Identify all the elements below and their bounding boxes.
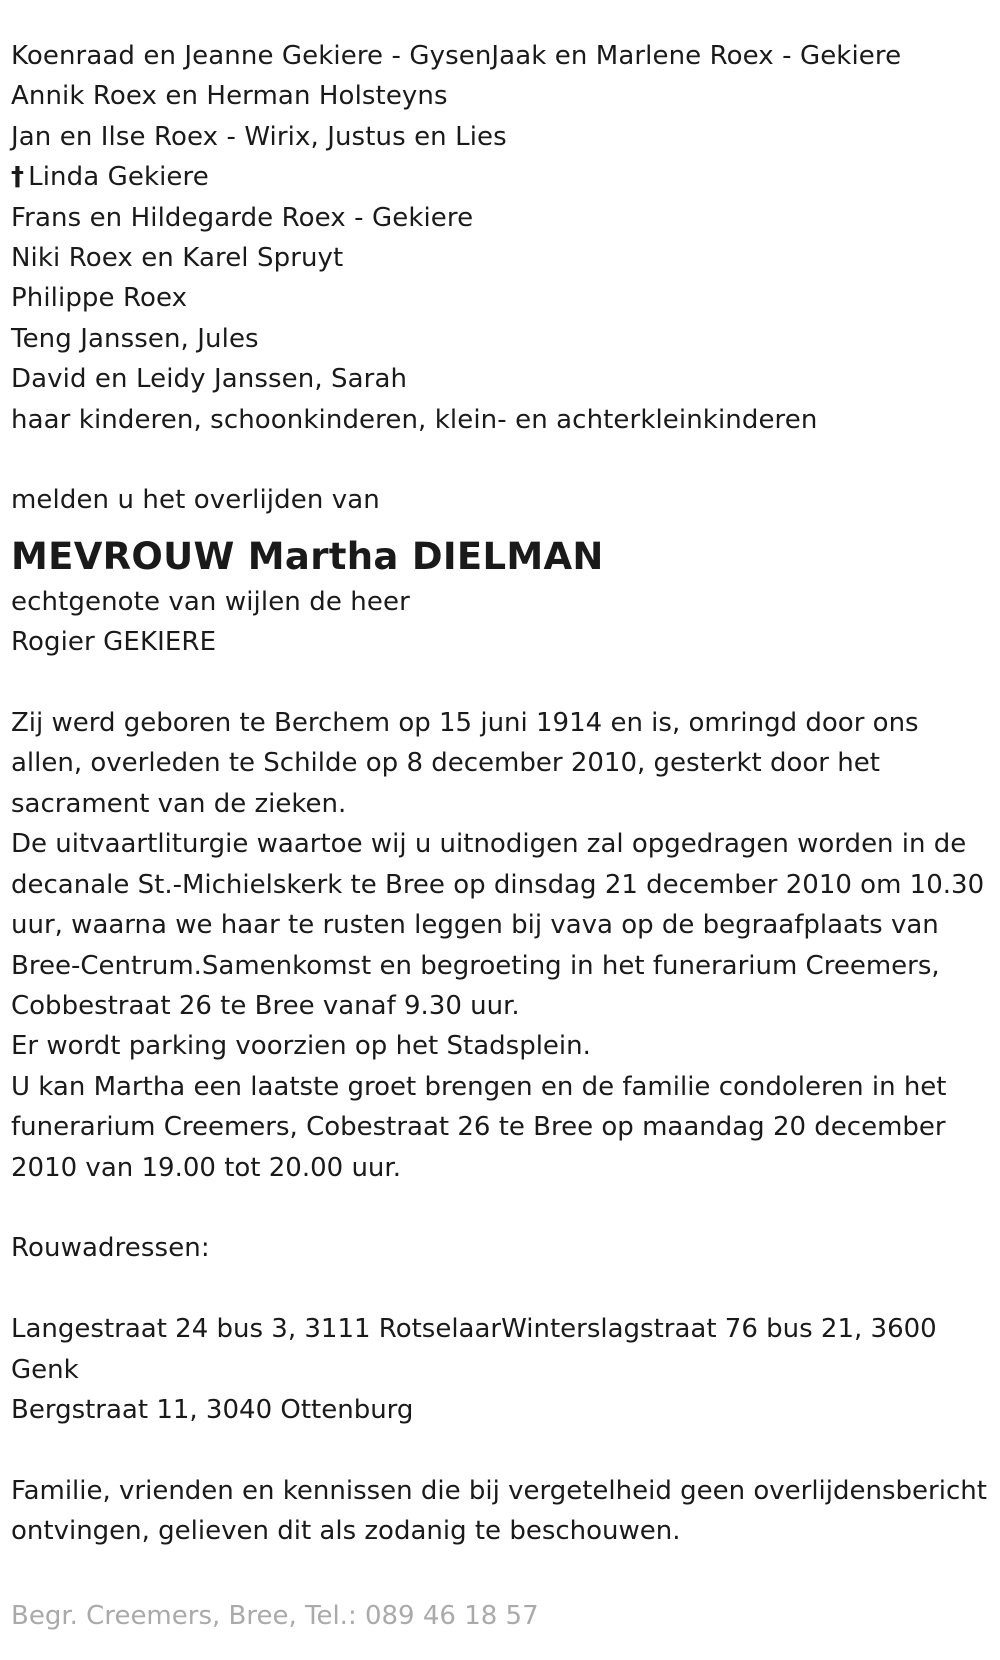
birth-death-paragraph: Zij werd geboren te Berchem op 15 juni 1914 en is, omringd door ons allen, overleden te Schilde op 8 december 2010, gesterkt door het sacrament van de zieken. <box>11 708 919 819</box>
family-line: Frans en Hildegarde Roex - Gekiere <box>11 202 474 233</box>
family-relation-line: haar kinderen, schoonkinderen, klein- en achterkleinkinderen <box>11 404 818 435</box>
funeral-home-footer: Begr. Creemers, Bree, Tel.: 089 46 18 57 <box>11 1600 539 1631</box>
spacer <box>11 1552 990 1592</box>
announcement-text: melden u het overlijden van <box>11 485 380 516</box>
family-line-text: Linda Gekiere <box>28 162 209 193</box>
family-line: Annik Roex en Herman Holsteyns <box>11 81 448 112</box>
closing-paragraph: Familie, vrienden en kennissen die bij vergetelheid geen overlijdensbericht ontvingen, gelieven dit als zodanig te beschouwen. <box>11 1475 987 1547</box>
deceased-name: MEVROUW Martha DIELMAN <box>11 534 604 578</box>
spacer <box>11 1430 990 1470</box>
family-line-deceased <box>11 157 990 197</box>
family-line: Teng Janssen, Jules <box>11 323 259 354</box>
family-line: Jan en Ilse Roex - Wirix, Justus en Lies <box>11 121 507 152</box>
family-line: David en Leidy Janssen, Sarah <box>11 364 408 395</box>
spacer <box>11 663 990 703</box>
spacer <box>11 1188 990 1228</box>
address-line: Langestraat 24 bus 3, 3111 RotselaarWinterslagstraat 76 bus 21, 3600 Genk <box>11 1314 937 1385</box>
spacer <box>11 1269 990 1309</box>
spouse-line: echtgenote van wijlen de heer <box>11 586 410 617</box>
spouse-name: Rogier GEKIERE <box>11 627 217 658</box>
liturgy-paragraph: De uitvaartliturgie waartoe wij u uitnodigen zal opgedragen worden in de decanale St.-Michielskerk te Bree op dinsdag 21 december 2010 om 10.30 uur, waarna we haar te rusten leggen bij vava op de begraafplaats van Bree-Centrum.Samenkomst en begroeting in het funerarium Creemers, Cobbestraat 26 te Bree vanaf 9.30 uur. <box>11 829 985 1021</box>
address-line: Bergstraat 11, 3040 Ottenburg <box>11 1394 414 1425</box>
addresses-heading: Rouwadressen: <box>11 1233 210 1264</box>
family-line: Philippe Roex <box>11 283 188 314</box>
family-list <box>11 36 990 440</box>
parking-paragraph: Er wordt parking voorzien op het Stadsplein. <box>11 1031 591 1062</box>
spacer <box>11 440 990 480</box>
visitation-paragraph: U kan Martha een laatste groet brengen en de familie condoleren in het funerarium Creemers, Cobestraat 26 te Bree op maandag 20 december 2010 van 19.00 tot 20.00 uur. <box>11 1071 947 1183</box>
family-line: Niki Roex en Karel Spruyt <box>11 243 344 274</box>
cross-icon: † <box>11 162 25 193</box>
family-line: Koenraad en Jeanne Gekiere - GysenJaak en Marlene Roex - Gekiere <box>11 41 902 71</box>
